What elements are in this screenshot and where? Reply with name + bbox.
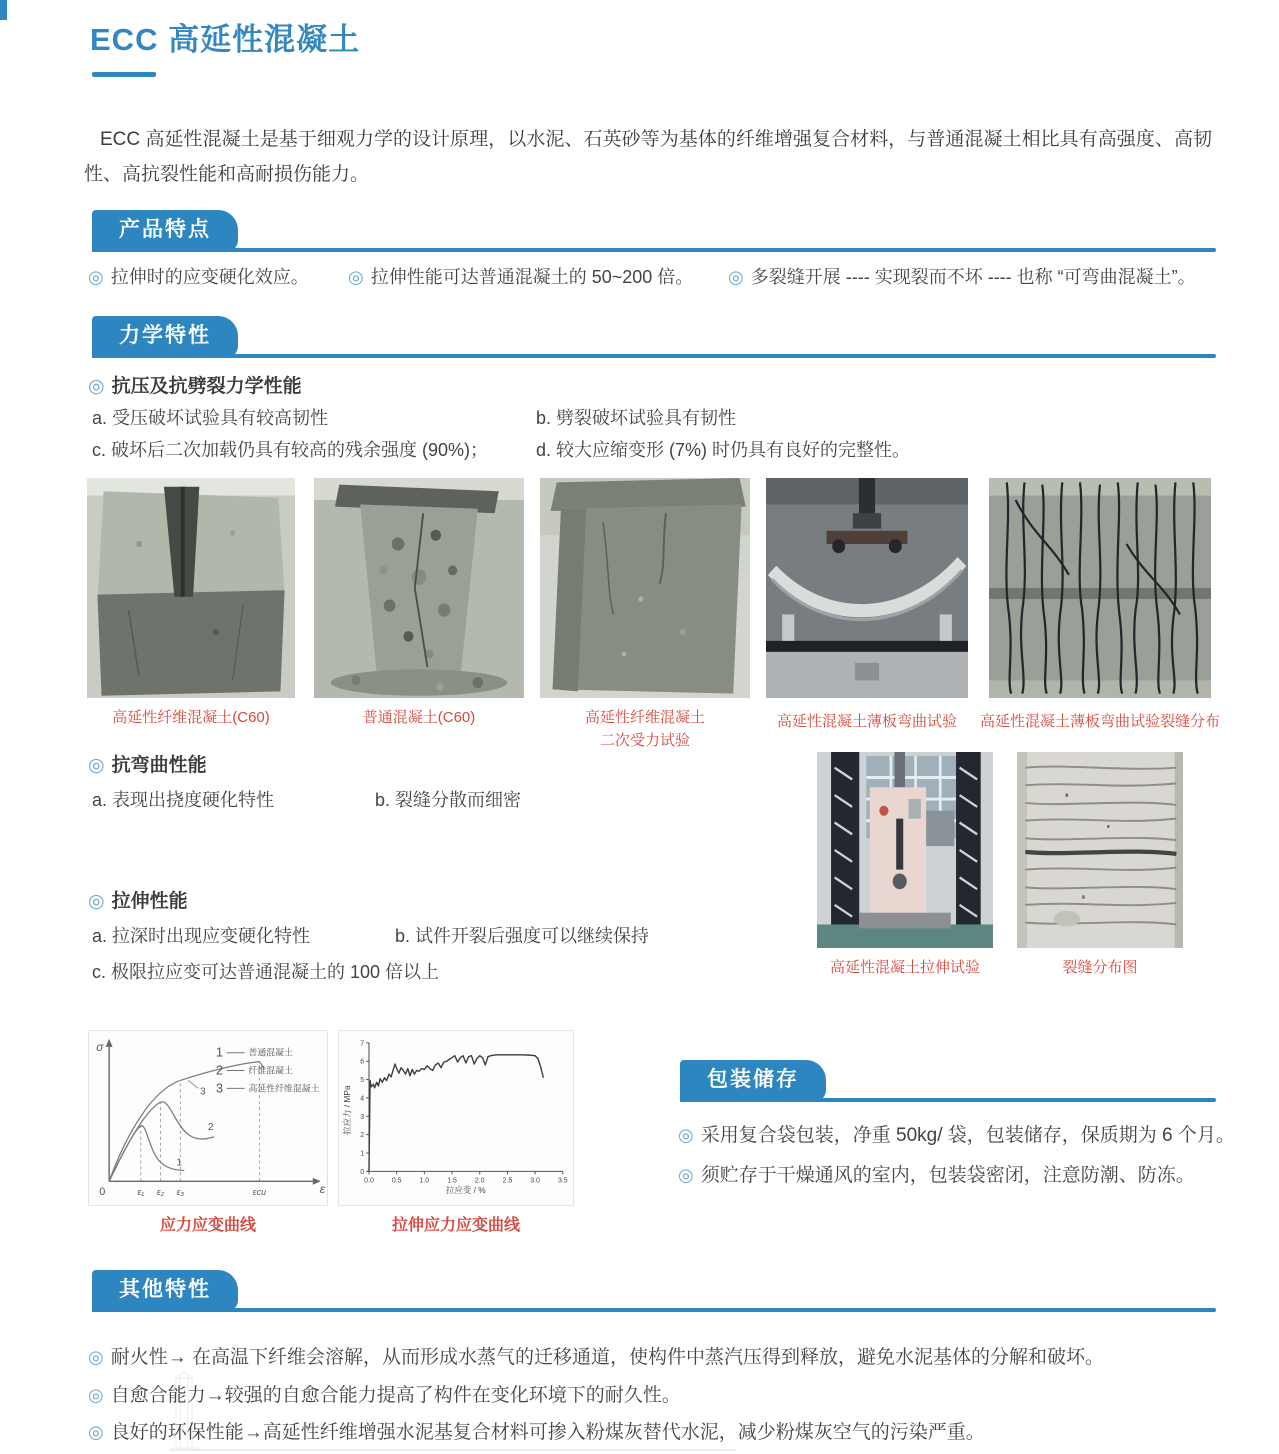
page-title: ECC 高延性混凝土 bbox=[90, 22, 361, 57]
svg-text:纤维混凝土: 纤维混凝土 bbox=[248, 1065, 293, 1076]
other-bullet-3: ◎ 良好的环保性能→高延性纤维增强水泥基复合材料可掺入粉煤灰替代水泥，减少粉煤灰空气的污染严重。 bbox=[88, 1422, 985, 1443]
curve-label-2: 2 bbox=[208, 1121, 214, 1133]
y-axis-label: 拉应力 / MPa bbox=[342, 1085, 353, 1135]
svg-text:2.0: 2.0 bbox=[474, 1177, 485, 1185]
svg-text:0: 0 bbox=[360, 1168, 365, 1176]
photo-caption: 高延性纤维混凝土(C60) bbox=[112, 709, 270, 726]
bending-item-a: a. 表现出挠度硬化特性 bbox=[92, 790, 275, 810]
compression-item-a: a. 受压破坏试验具有较高韧性 bbox=[92, 408, 329, 428]
svg-text:3: 3 bbox=[360, 1113, 365, 1121]
ring-icon: ◎ bbox=[88, 376, 105, 397]
svg-text:2: 2 bbox=[360, 1132, 365, 1140]
y-ticks bbox=[360, 1040, 369, 1176]
photo-bending-crack-distribution bbox=[989, 478, 1211, 698]
tick-eps2: ε₂ bbox=[156, 1187, 165, 1198]
photo-caption: 高延性纤维混凝土 二次受力试验 bbox=[584, 709, 705, 750]
tick-eps3: ε₃ bbox=[176, 1187, 185, 1198]
ring-icon: ◎ bbox=[348, 267, 364, 287]
photo-ecc-c60-specimen bbox=[87, 478, 295, 698]
svg-text:普通混凝土: 普通混凝土 bbox=[248, 1047, 293, 1058]
svg-text:5: 5 bbox=[360, 1077, 365, 1085]
section-tab-mechanical: 力学特性 bbox=[92, 316, 238, 358]
svg-text:1: 1 bbox=[215, 1044, 224, 1060]
subsection-tensile: ◎ 拉伸性能 bbox=[88, 891, 188, 912]
svg-text:3.0: 3.0 bbox=[530, 1177, 540, 1185]
photo-caption: 高延性混凝土薄板弯曲试验 bbox=[776, 713, 957, 730]
intro-paragraph: ECC 高延性混凝土是基于细观力学的设计原理，以水泥、石英砂等为基体的纤维增强复合材料，与普通混凝土相比具有高强度、高韧性、高抗裂性能和高耐损伤能力。 bbox=[84, 129, 1212, 186]
curve-label-3: 3 bbox=[200, 1086, 206, 1098]
svg-text:7: 7 bbox=[360, 1040, 365, 1048]
photo-caption: 普通混凝土(C60) bbox=[362, 709, 476, 726]
svg-text:3.5: 3.5 bbox=[557, 1177, 568, 1185]
packaging-bullet-2: ◎ 须贮存于干燥通风的室内，包装袋密闭，注意防潮、防冻。 bbox=[678, 1165, 1195, 1186]
compression-item-d: d. 较大应缩变形 (7%) 时仍具有良好的完整性。 bbox=[536, 440, 911, 460]
feature-bullet-2: ◎ 拉伸性能可达普通混凝土的 50~200 倍。 bbox=[348, 267, 694, 287]
x-ticks bbox=[364, 1171, 568, 1184]
x-axis-label: ε bbox=[319, 1182, 325, 1197]
photo-caption: 裂缝分布图 bbox=[1062, 959, 1138, 976]
tensile-item-b: b. 试件开裂后强度可以继续保持 bbox=[395, 926, 650, 946]
tensile-curve bbox=[369, 1055, 543, 1172]
compression-item-b: b. 劈裂破坏试验具有韧性 bbox=[536, 408, 737, 428]
other-bullet-1: ◎ 耐火性→ 在高温下纤维会溶解，从而形成水蒸气的迁移通道，使构件中蒸汽压得到释放，避免水泥基体的分解和破坏。 bbox=[88, 1347, 1105, 1368]
section-tab-packaging: 包装储存 bbox=[680, 1060, 826, 1102]
photo-ordinary-c60-specimen bbox=[314, 478, 524, 698]
section-header-packaging bbox=[680, 1058, 1216, 1102]
photo-tensile-test-machine bbox=[817, 752, 993, 948]
section-header-mechanical bbox=[92, 314, 1216, 358]
photo-ecc-secondary-load-specimen bbox=[540, 478, 750, 698]
svg-text:1: 1 bbox=[360, 1150, 365, 1158]
feature-bullet-1: ◎ 拉伸时的应变硬化效应。 bbox=[88, 267, 309, 287]
tensile-item-a: a. 拉深时出现应变硬化特性 bbox=[92, 926, 311, 946]
ring-icon: ◎ bbox=[88, 267, 104, 287]
packaging-bullet-1: ◎ 采用复合袋包装，净重 50kg/ 袋，包装储存，保质期为 6 个月。 bbox=[678, 1125, 1235, 1146]
page-corner-mark bbox=[0, 0, 7, 20]
svg-text:6: 6 bbox=[360, 1058, 365, 1066]
ring-icon: ◎ bbox=[678, 1165, 694, 1185]
origin-label: 0 bbox=[99, 1186, 106, 1199]
x-axis-label: 拉应变 / % bbox=[446, 1185, 486, 1196]
svg-text:1.0: 1.0 bbox=[419, 1177, 430, 1185]
subsection-bending: ◎ 抗弯曲性能 bbox=[88, 755, 207, 776]
other-bullet-2: ◎ 自愈合能力→较强的自愈合能力提高了构件在变化环境下的耐久性。 bbox=[88, 1385, 681, 1406]
svg-text:0.5: 0.5 bbox=[391, 1177, 402, 1185]
ring-icon: ◎ bbox=[88, 1385, 104, 1405]
ring-icon: ◎ bbox=[678, 1125, 694, 1145]
svg-text:3: 3 bbox=[215, 1080, 224, 1096]
bending-item-b: b. 裂缝分散而细密 bbox=[375, 790, 522, 810]
chart-tensile-stress-strain bbox=[338, 1030, 574, 1206]
tick-eps1: ε₁ bbox=[137, 1187, 145, 1198]
feature-bullet-3: ◎ 多裂缝开展 ---- 实现裂而不坏 ---- 也称 “可弯曲混凝土”。 bbox=[728, 267, 1196, 287]
section-header-other bbox=[92, 1268, 1216, 1312]
photo-caption: 高延性混凝土薄板弯曲试验裂缝分布 bbox=[979, 713, 1220, 730]
ring-icon: ◎ bbox=[728, 267, 744, 287]
chart-stress-strain-schematic bbox=[88, 1030, 328, 1206]
ring-icon: ◎ bbox=[88, 755, 105, 776]
curve-label-1: 1 bbox=[176, 1157, 182, 1169]
y-axis-label: σ bbox=[96, 1039, 104, 1054]
title-underline bbox=[92, 72, 156, 77]
svg-text:2: 2 bbox=[215, 1062, 224, 1078]
ring-icon: ◎ bbox=[88, 1347, 104, 1367]
section-tab-other: 其他特性 bbox=[92, 1270, 238, 1312]
subsection-compression: ◎ 抗压及抗劈裂力学性能 bbox=[88, 376, 302, 397]
page-bottom-edge bbox=[170, 1449, 736, 1451]
svg-text:2.5: 2.5 bbox=[502, 1177, 513, 1185]
svg-text:高延性纤维混凝土: 高延性纤维混凝土 bbox=[248, 1083, 320, 1094]
photo-thin-plate-bending-test bbox=[766, 478, 968, 698]
chart-caption: 应力应变曲线 bbox=[159, 1217, 256, 1234]
svg-text:4: 4 bbox=[360, 1095, 365, 1103]
compression-item-c: c. 破坏后二次加载仍具有较高的残余强度 (90%)； bbox=[92, 440, 489, 460]
tick-epscu: εcu bbox=[252, 1187, 267, 1198]
photo-caption: 高延性混凝土拉伸试验 bbox=[829, 959, 980, 976]
svg-text:0.0: 0.0 bbox=[364, 1177, 374, 1185]
legend bbox=[216, 1045, 320, 1096]
section-tab-features: 产品特点 bbox=[92, 210, 238, 252]
ring-icon: ◎ bbox=[88, 891, 105, 912]
photo-crack-distribution-map bbox=[1017, 752, 1183, 948]
ring-icon: ◎ bbox=[88, 1422, 104, 1442]
svg-text:1.5: 1.5 bbox=[447, 1177, 457, 1185]
section-header-features bbox=[92, 208, 1216, 252]
tensile-item-c: c. 极限拉应变可达普通混凝土的 100 倍以上 bbox=[92, 962, 440, 982]
chart-caption: 拉伸应力应变曲线 bbox=[391, 1217, 520, 1234]
